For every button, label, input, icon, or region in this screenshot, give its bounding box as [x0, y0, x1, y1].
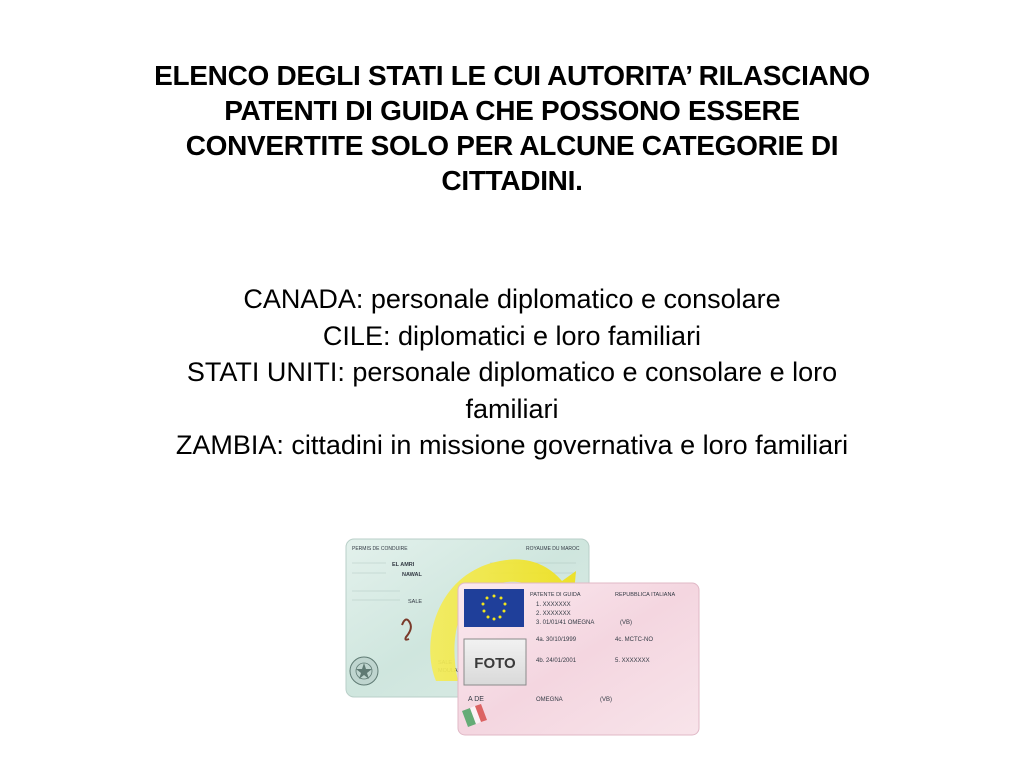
moroccan-field-name: EL AMRI [392, 562, 415, 568]
title-line: CONVERTITE SOLO PER ALCUNE CATEGORIE DI [185, 130, 839, 161]
italian-header-right: REPUBBLICA ITALIANA [615, 592, 676, 598]
license-svg [340, 533, 705, 738]
moroccan-header-left: PERMIS DE CONDUIRE [352, 546, 408, 552]
italian-row-1: 1. XXXXXXX [536, 602, 571, 608]
seal-icon [350, 657, 378, 685]
title-line: CITTADINI. [441, 165, 583, 196]
italian-row-2: 2. XXXXXXX [536, 611, 571, 617]
italian-row-3: 3. 01/01/41 OMEGNA [536, 620, 595, 626]
slide-title [40, 58, 984, 198]
italian-license-card [458, 583, 699, 735]
photo-label: FOTO [474, 655, 516, 672]
moroccan-field-first: NAWAL [402, 572, 422, 578]
photo-placeholder [464, 639, 526, 685]
italian-row-4b: 4c. MCTC-NO [615, 637, 653, 643]
italian-row-5: 4b. 24/01/2001 [536, 658, 577, 664]
italian-row-5b: 5. XXXXXXX [615, 658, 650, 664]
italian-row-4: 4a. 30/10/1999 [536, 637, 577, 643]
italian-row-7: OMEGNA [536, 697, 563, 703]
country-cile: CILE: diplomatici e loro familiari [322, 320, 702, 351]
italian-header-left: PATENTE DI GUIDA [530, 592, 581, 598]
italian-row-3b: (VB) [620, 620, 632, 626]
italian-row-6: A DE [468, 696, 484, 703]
countries-list [40, 281, 984, 464]
title-line: ELENCO DEGLI STATI LE CUI AUTORITA’ RILASCIANO [154, 60, 870, 91]
eu-flag-icon [464, 589, 524, 627]
country-canada: CANADA: personale diplomatico e consolare [243, 284, 781, 314]
driving-license-illustration [340, 533, 705, 738]
title-line: PATENTI DI GUIDA CHE POSSONO ESSERE [224, 95, 800, 126]
country-stati-uniti: STATI UNITI: personale diplomatico e consolare e loro [186, 357, 838, 387]
italian-row-7b: (VB) [600, 697, 612, 703]
country-stati-uniti-cont: familiari [465, 393, 559, 424]
moroccan-field-place: SALE [408, 599, 423, 605]
moroccan-header-right: ROYAUME DU MAROC [526, 546, 580, 552]
country-zambia: ZAMBIA: cittadini in missione governativa e loro familiari [175, 430, 849, 460]
